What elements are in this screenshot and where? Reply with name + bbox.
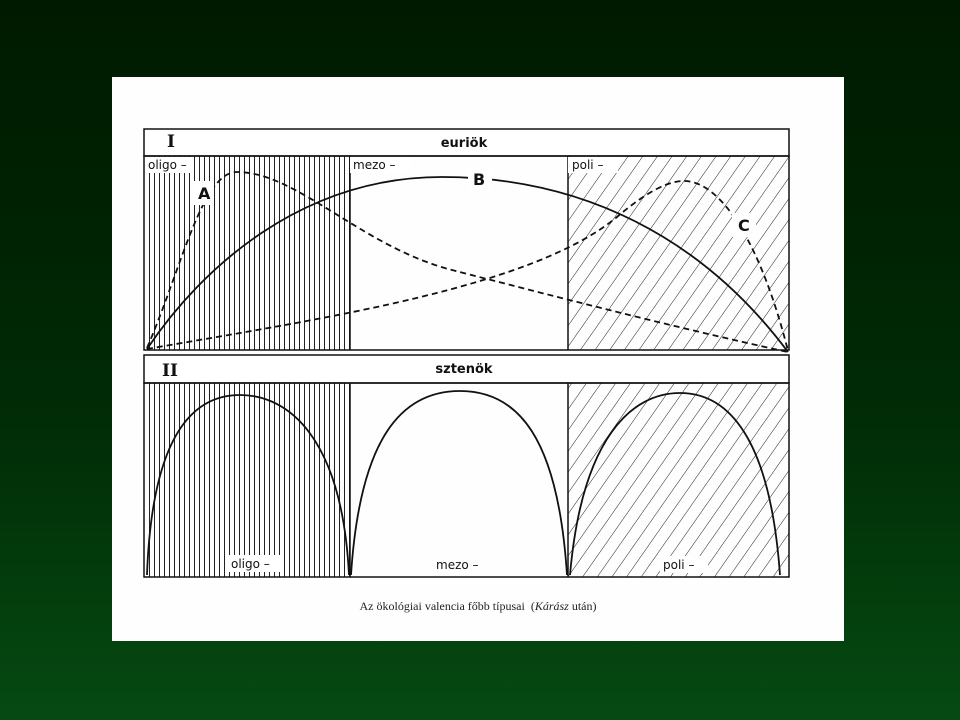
zone-label-mezo: mezo – — [353, 158, 396, 172]
curve-mezo-stenoek — [351, 391, 567, 575]
panel-sztenok — [144, 355, 789, 577]
curve-label-c: C — [738, 216, 750, 235]
zone-poli-hatch-bottom — [568, 383, 789, 577]
caption-after: után) — [571, 599, 597, 613]
zone-oligo-hatch-top — [145, 156, 350, 350]
caption-main: Az ökológiai valencia főbb típusai — [359, 599, 525, 613]
ecological-valence-diagram — [112, 77, 844, 597]
zone-label-mezo: mezo – — [436, 558, 479, 572]
zone-oligo-hatch-bottom — [145, 383, 350, 577]
caption-paren-open: ( — [530, 599, 535, 613]
zone-label-oligo: oligo – — [231, 557, 270, 571]
header-title-euriok: euriök — [440, 136, 488, 151]
curve-label-a: A — [198, 184, 211, 203]
figure-caption — [112, 599, 844, 614]
zone-label-poli: poli – — [572, 158, 604, 172]
zone-label-poli: poli – — [663, 558, 695, 572]
roman-numeral-i: I — [167, 132, 175, 152]
figure-paper — [112, 77, 844, 641]
zone-poli-hatch-top — [568, 156, 789, 350]
panel-euriok — [144, 129, 789, 352]
header-title-sztenok: sztenök — [435, 362, 493, 377]
caption-source: Kárász — [534, 599, 569, 613]
curve-label-b: B — [473, 170, 486, 189]
roman-numeral-ii: II — [162, 361, 178, 381]
zone-label-oligo: oligo – — [148, 158, 187, 172]
